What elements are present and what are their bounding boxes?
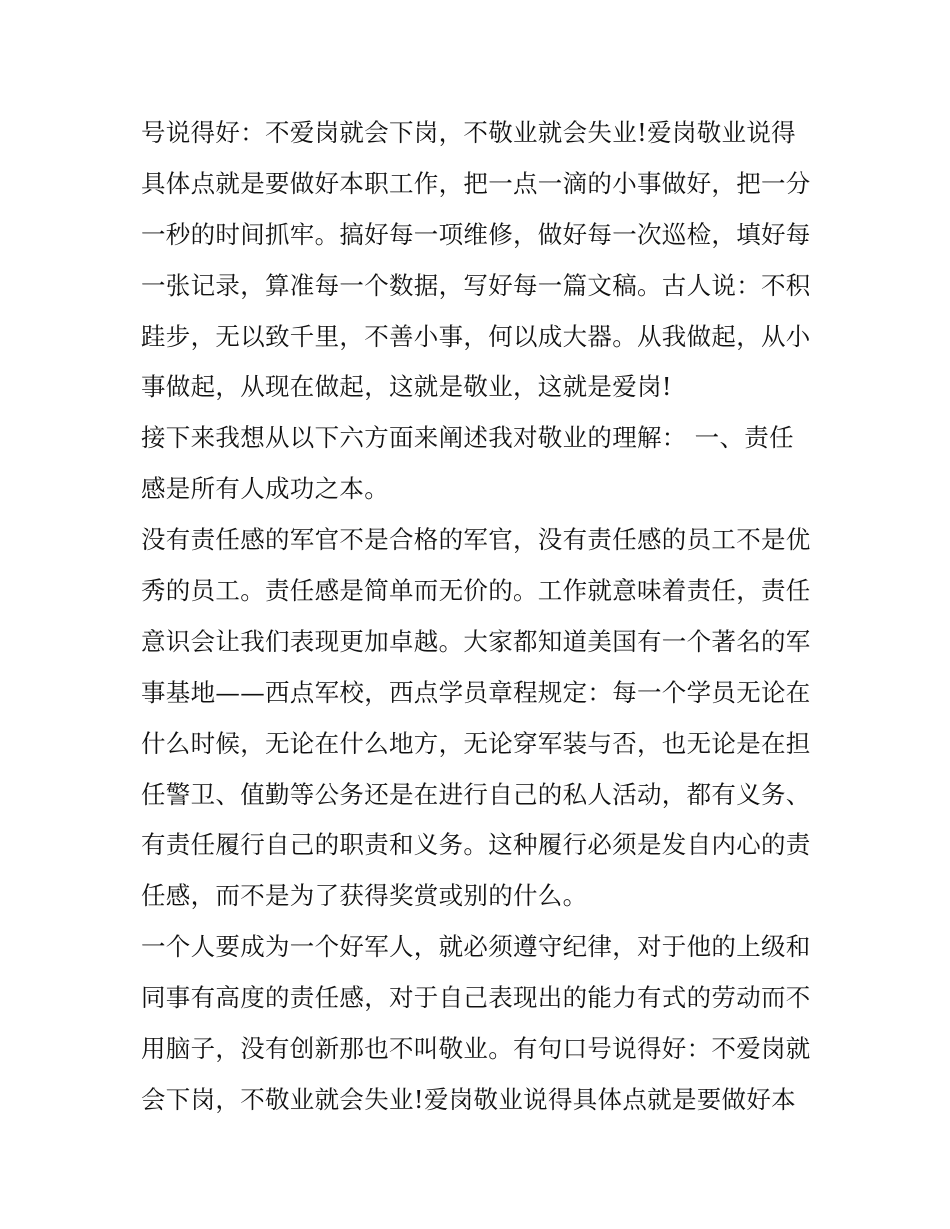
text-line: 用脑子，没有创新那也不叫敬业。有句口号说得好：不爱岗就 — [141, 1034, 811, 1064]
text-line: 事做起，从现在做起，这就是敬业，这就是爱岗! — [141, 372, 672, 402]
text-line: 意识会让我们表现更加卓越。大家都知道美国有一个著名的军 — [141, 626, 811, 656]
body-text — [141, 108, 813, 1126]
text-line: 有责任履行自己的职责和义务。这种履行必须是发自内心的责 — [141, 830, 811, 860]
text-line: 同事有高度的责任感，对于自己表现出的能力有式的劳动而不 — [141, 983, 811, 1013]
text-line: 跬步，无以致千里，不善小事，何以成大器。从我做起，从小 — [141, 321, 811, 351]
text-line: 一个人要成为一个好军人，就必须遵守纪律，对于他的上级和 — [141, 932, 811, 962]
text-line: 具体点就是要做好本职工作，把一点一滴的小事做好，把一分 — [141, 168, 811, 198]
text-line: 什么时候，无论在什么地方，无论穿军装与否，也无论是在担 — [141, 728, 811, 758]
text-line: 会下岗，不敬业就会失业!爱岗敬业说得具体点就是要做好本 — [141, 1084, 796, 1114]
text-line: 秀的员工。责任感是简单而无价的。工作就意味着责任，责任 — [141, 576, 811, 606]
text-line: 感是所有人成功之本。 — [141, 474, 389, 504]
text-line: 没有责任感的军官不是合格的军官，没有责任感的员工不是优 — [141, 525, 811, 555]
text-line: 任警卫、值勤等公务还是在进行自己的私人活动，都有义务、 — [141, 779, 811, 809]
text-line: 一张记录，算准每一个数据，写好每一篇文稿。古人说：不积 — [141, 270, 811, 300]
text-line: 事基地——西点军校，西点学员章程规定：每一个学员无论在 — [141, 677, 811, 707]
text-line: 任感，而不是为了获得奖赏或别的什么。 — [141, 881, 588, 911]
text-line: 一秒的时间抓牢。搞好每一项维修，做好每一次巡检，填好每 — [141, 219, 811, 249]
text-line: 号说得好：不爱岗就会下岗，不敬业就会失业!爱岗敬业说得 — [141, 118, 796, 147]
text-line: 接下来我想从以下六方面来阐述我对敬业的理解： 一、责任 — [141, 423, 794, 453]
